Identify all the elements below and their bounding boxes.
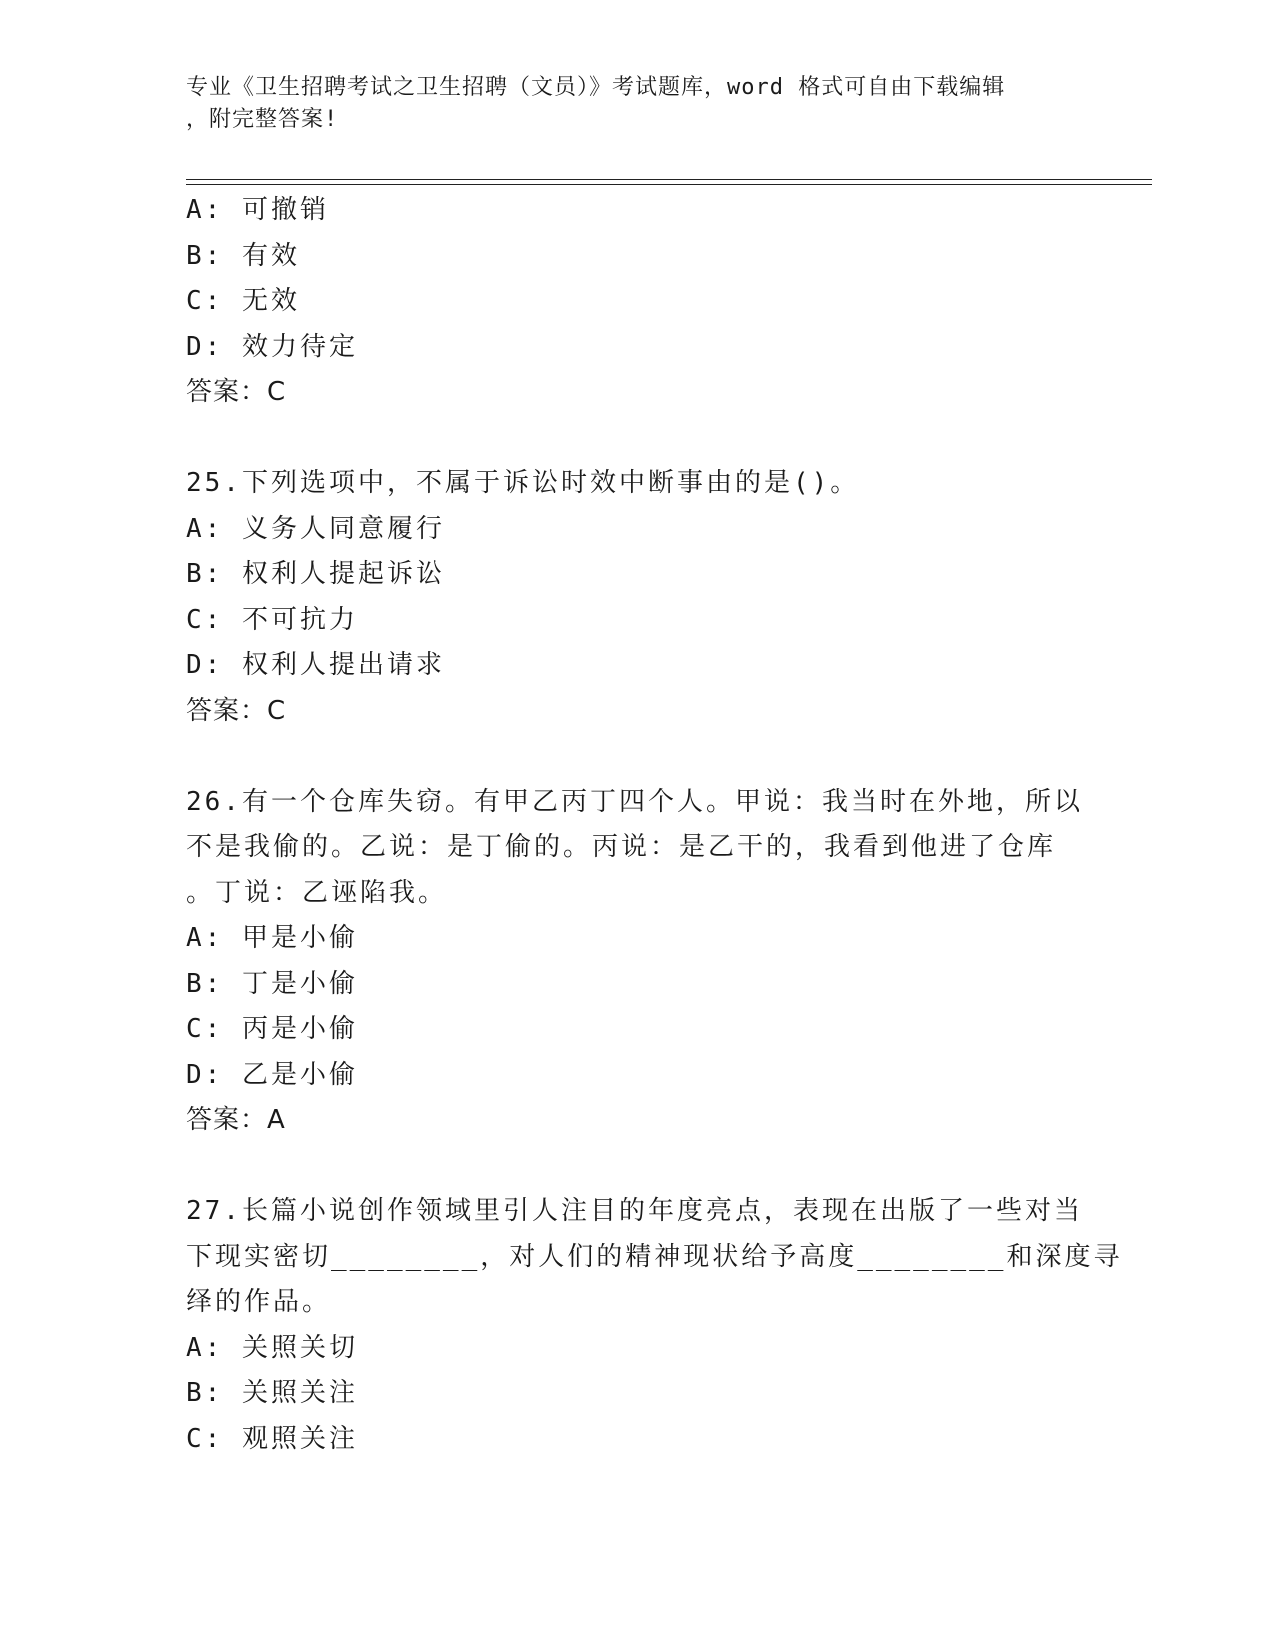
option-b: B: 权利人提起诉讼	[186, 559, 445, 589]
option-c: C: 无效	[186, 286, 300, 316]
question-24-continued	[186, 188, 1086, 416]
question-27	[186, 1189, 1123, 1462]
question-stem-line-2: 下现实密切________，对人们的精神现状给予高度________和深度寻	[186, 1241, 1123, 1272]
question-stem-line-3: 。丁说：乙诬陷我。	[186, 877, 448, 908]
question-stem-line-1: 26.有一个仓库失窃。有甲乙丙丁四个人。甲说：我当时在外地，所以	[186, 786, 1083, 817]
option-c: C: 丙是小偷	[186, 1014, 358, 1044]
question-25	[186, 461, 1086, 734]
option-b: B: 关照关注	[186, 1378, 358, 1408]
header-line-2: ，附完整答案!	[186, 107, 339, 132]
option-a: A: 义务人同意履行	[186, 513, 445, 544]
spacer	[186, 734, 1086, 780]
option-a: A: 甲是小偷	[186, 923, 358, 953]
answer: 答案：C	[186, 695, 287, 726]
option-b: B: 丁是小偷	[186, 968, 358, 999]
option-d: D: 效力待定	[186, 331, 358, 362]
option-d: D: 乙是小偷	[186, 1059, 358, 1090]
answer: 答案：C	[186, 377, 287, 407]
header-rule-top	[186, 179, 1152, 180]
option-a: A: 可撤销	[186, 195, 329, 225]
header-rule-bottom	[186, 184, 1152, 185]
option-b: B: 有效	[186, 240, 300, 271]
option-c: C: 观照关注	[186, 1423, 358, 1454]
question-stem-line-3: 绎的作品。	[186, 1287, 332, 1317]
question-list	[186, 188, 1123, 1462]
option-a: A: 关照关切	[186, 1332, 358, 1363]
spacer	[186, 416, 1086, 462]
question-stem-line-1: 27.长篇小说创作领域里引人注目的年度亮点，表现在出版了一些对当	[186, 1196, 1083, 1226]
spacer	[186, 1144, 1086, 1190]
answer: 答案：A	[186, 1105, 286, 1135]
header-line-1: 专业《卫生招聘考试之卫生招聘（文员）》考试题库，word 格式可自由下载编辑	[186, 75, 1006, 100]
document-header	[186, 72, 1066, 136]
question-stem-line-2: 不是我偷的。乙说：是丁偷的。丙说：是乙干的，我看到他进了仓库	[186, 832, 1057, 862]
question-26	[186, 780, 1086, 1144]
option-d: D: 权利人提出请求	[186, 650, 445, 680]
question-stem: 25.下列选项中，不属于诉讼时效中断事由的是()。	[186, 468, 860, 498]
option-c: C: 不可抗力	[186, 604, 358, 635]
